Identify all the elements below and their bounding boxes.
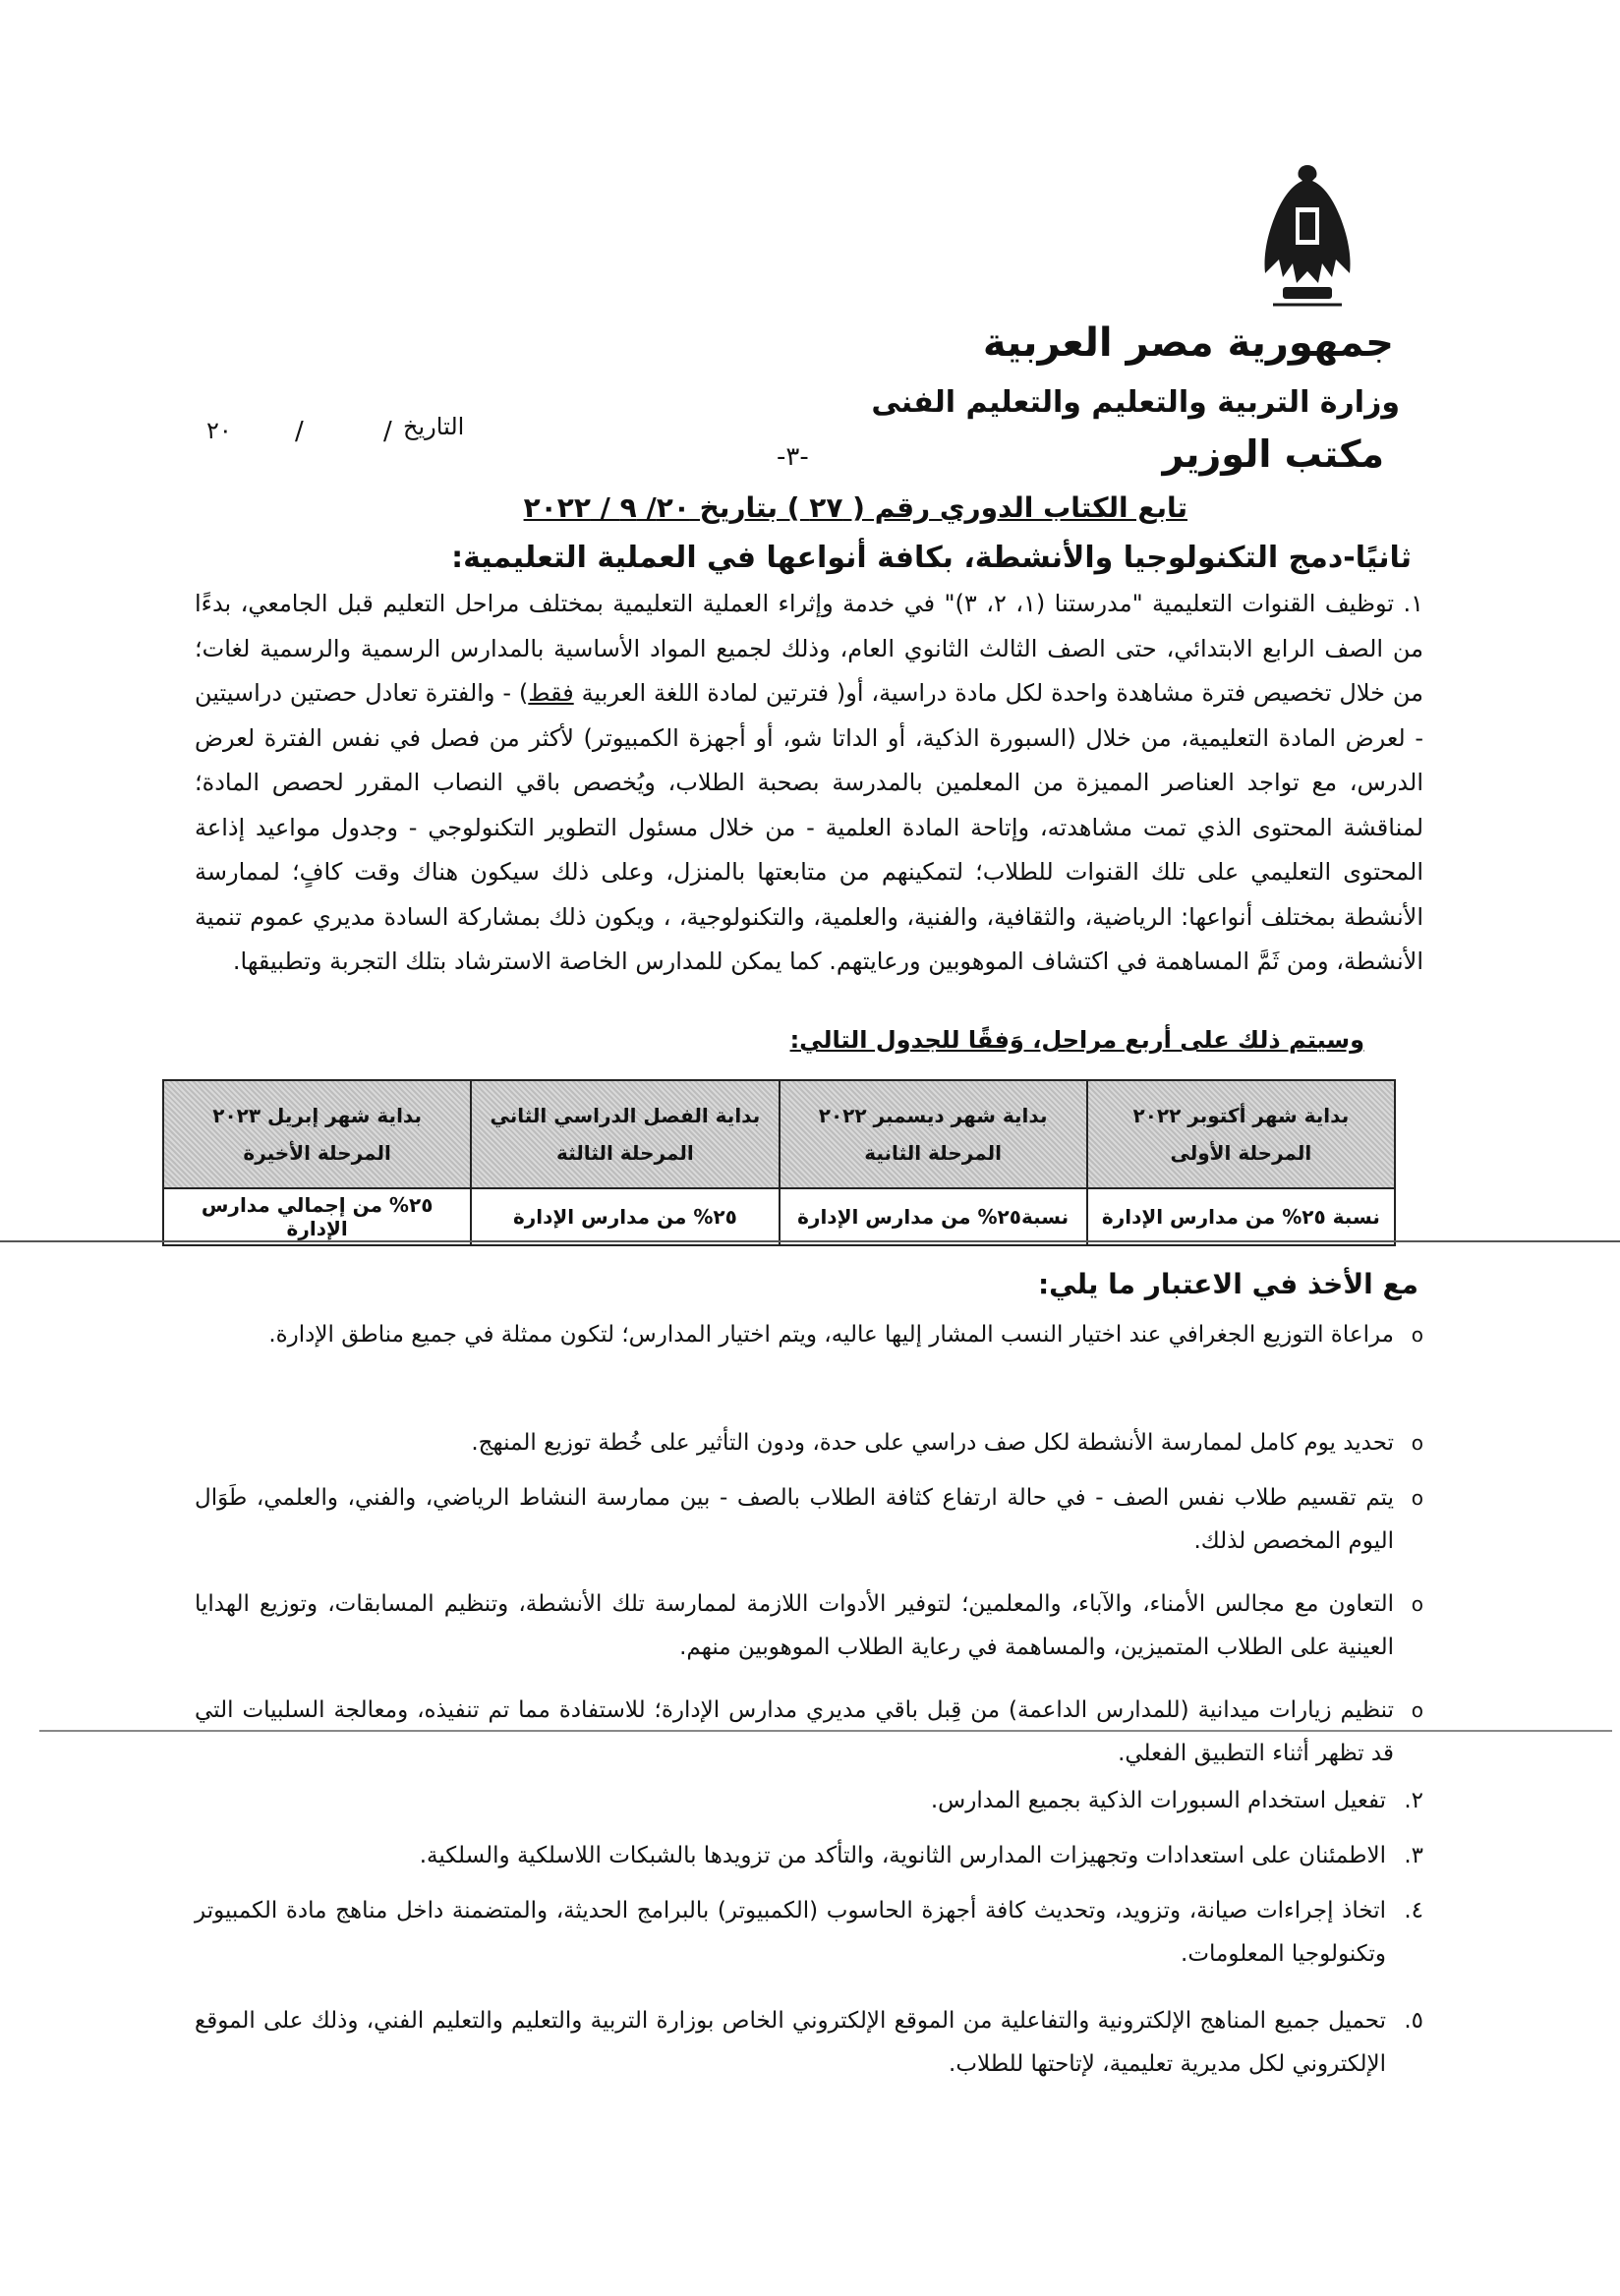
egypt-eagle-emblem-icon [1253, 157, 1361, 315]
considerations-heading: مع الأخذ في الاعتبار ما يلي: [1037, 1268, 1418, 1300]
underlined-word: فقط [528, 679, 574, 707]
item-number: ١. [1403, 590, 1424, 617]
list-item [195, 1689, 1423, 1775]
stages-intro: وسيتم ذلك على أربع مراحل، وَفقًا للجدول التالي: [789, 1026, 1364, 1054]
paragraph-1 [195, 582, 1423, 985]
bullet-icon: o [1411, 1323, 1423, 1347]
table-header-row [163, 1080, 1395, 1188]
date-separator: / [295, 417, 304, 446]
stage-cell [163, 1080, 471, 1188]
bullet-text: مراعاة التوزيع الجغرافي عند اختيار النسب المشار إليها عاليه، ويتم اختيار المدارس؛ لتكون ممثلة في جميع مناطق الإدارة. [268, 1322, 1394, 1348]
list-item [195, 1889, 1423, 1976]
item-number: ٥. [1404, 2008, 1423, 2034]
date-year: ٢٠ [206, 417, 232, 444]
stage-name: المرحلة الأخيرة [243, 1140, 391, 1165]
stage-share: نسبة ٢٥% من مدارس الإدارة [1087, 1188, 1395, 1245]
stage-share: نسبة٢٥% من مدارس الإدارة [780, 1188, 1087, 1245]
stages-table [162, 1079, 1396, 1246]
letterhead-country: جمهورية مصر العربية [982, 320, 1394, 366]
item-text: اتخاذ إجراءات صيانة، وتزويد، وتحديث كافة أجهزة الحاسوب (الكمبيوتر) بالبرامج الحديثة، والمتضمنة داخل مناهج مادة الكمبيوتر وتكنولوجيا المعلومات. [195, 1898, 1386, 1967]
list-item [195, 1476, 1423, 1563]
list-item [195, 1834, 1423, 1877]
paragraph-text: توظيف القنوات التعليمية "مدرستنا (١، ٢، ٣)" في خدمة وإثراء العملية التعليمية بمختلف مراحل التعليم قبل الجامعي، بدءًا من الصف الرابع الابتدائي، حتى الصف الثالث الثانوي العام، وذلك لجميع المواد الأساسية بالمدارس الرسمية والرسمية لغات؛ من خلال تخصيص فترة مشاهدة واحدة لكل مادة دراسية، أو( فترتين لمادة اللغة العربية [195, 590, 1423, 707]
item-number: ٢. [1404, 1788, 1423, 1813]
bullet-text: التعاون مع مجالس الأمناء، والآباء، والمعلمين؛ لتوفير الأدوات اللازمة لممارسة تلك الأنشطة، وتنظيم المسابقات، وتوزيع الهدايا العينية على الطلاب المتميزين، والمساهمة في رعاية الطلاب الموهوبين منهم. [195, 1591, 1394, 1660]
bullet-text: تحديد يوم كامل لممارسة الأنشطة لكل صف دراسي على حدة، ودون التأثير على خُطة توزيع المنهج. [471, 1430, 1394, 1456]
date-separator: / [383, 417, 392, 446]
scan-fold-line [0, 1240, 1620, 1242]
letterhead-ministry: وزارة التربية والتعليم والتعليم الفنى [871, 385, 1400, 420]
table-row [163, 1188, 1395, 1245]
stage-share: ٢٥% من إجمالي مدارس الإدارة [163, 1188, 471, 1245]
section-heading: ثانيًا-دمج التكنولوجيا والأنشطة، بكافة أنواعها في العملية التعليمية: [451, 541, 1412, 575]
paragraph-text: ) - والفترة تعادل حصتين دراسيتين - لعرض المادة التعليمية، من خلال (السبورة الذكية، أو الداتا شو، أو أجهزة الكمبيوتر) لأكثر من فصل في نفس الفترة لعرض الدرس، مع تواجد العناصر المميزة من المعلمين بالمدرسة بصحبة الطلاب، ويُخصص باقي النصاب المقرر لحصص المادة؛ لمناقشة المحتوى الذي تمت مشاهدته، وإتاحة المادة العلمية - من خلال مسئول التطوير التكنولوجي - وجدول مواعيد إذاعة المحتوى التعليمي على تلك القنوات للطلاب؛ لتمكينهم من متابعتها بالمنزل، وعلى ذلك سيكون هناك وقت كافٍ؛ لممارسة الأنشطة بمختلف أنواعها: الرياضية، والثقافية، والفنية، والعلمية، والتكنولوجية، ، ويكون ذلك بمشاركة السادة مديري عموم تنمية الأنشطة، ومن ثَمَّ المساهمة في اكتشاف الموهوبين ورعايتهم. كما يمكن للمدارس الخاصة الاسترشاد بتلك التجربة وتطبيقها. [195, 679, 1423, 975]
stage-name: المرحلة الثانية [864, 1140, 1002, 1165]
bullet-text: تنظيم زيارات ميدانية (للمدارس الداعمة) من قِبل باقي مديري مدارس الإدارة؛ للاستفادة مما تم تنفيذه، ومعالجة السلبيات التي قد تظهر أثناء التطبيق الفعلي. [195, 1697, 1394, 1766]
stage-start: بداية شهر ديسمبر ٢٠٢٢ [818, 1103, 1048, 1127]
stage-start: بداية شهر إبريل ٢٠٢٣ [212, 1103, 422, 1127]
stage-start: بداية شهر أكتوبر ٢٠٢٢ [1132, 1103, 1350, 1127]
item-number: ٣. [1404, 1843, 1423, 1868]
page-number: -٣- [777, 442, 809, 472]
stage-start: بداية الفصل الدراسي الثاني [490, 1103, 761, 1127]
bullet-icon: o [1411, 1698, 1423, 1722]
circular-reference: تابع الكتاب الدوري رقم ( ٢٧ ) بتاريخ ٢٠/ ٩ / ٢٠٢٢ [523, 491, 1187, 524]
bullet-icon: o [1411, 1486, 1423, 1510]
stage-cell [1087, 1080, 1395, 1188]
item-text: تحميل جميع المناهج الإلكترونية والتفاعلية من الموقع الإلكتروني الخاص بوزارة التربية والتعليم والتعليم الفني، وذلك على الموقع الإلكتروني لكل مديرية تعليمية، لإتاحتها للطلاب. [195, 2008, 1386, 2077]
bullet-icon: o [1411, 1592, 1423, 1616]
stage-name: المرحلة الأولى [1170, 1140, 1312, 1165]
stage-cell [471, 1080, 779, 1188]
list-item [195, 1999, 1423, 2086]
item-text: تفعيل استخدام السبورات الذكية بجميع المدارس. [930, 1788, 1386, 1813]
stage-cell [780, 1080, 1087, 1188]
bullet-text: يتم تقسيم طلاب نفس الصف - في حالة ارتفاع كثافة الطلاب بالصف - بين ممارسة النشاط الرياضي، والفني، والعلمي، طَوَال اليوم المخصص لذلك. [195, 1485, 1394, 1554]
item-text: الاطمئنان على استعدادات وتجهيزات المدارس الثانوية، والتأكد من تزويدها بالشبكات اللاسلكية والسلكية. [419, 1843, 1386, 1868]
bullet-icon: o [1411, 1431, 1423, 1455]
list-item [195, 1421, 1423, 1464]
item-number: ٤. [1404, 1898, 1423, 1923]
list-item [195, 1779, 1423, 1822]
stage-share: ٢٥% من مدارس الإدارة [471, 1188, 779, 1245]
list-item [195, 1313, 1423, 1356]
list-item [195, 1582, 1423, 1669]
date-label: التاريخ [403, 413, 465, 440]
letterhead-office: مكتب الوزير [1162, 432, 1384, 476]
stage-name: المرحلة الثالثة [556, 1140, 694, 1165]
scan-fold-line [39, 1730, 1612, 1732]
